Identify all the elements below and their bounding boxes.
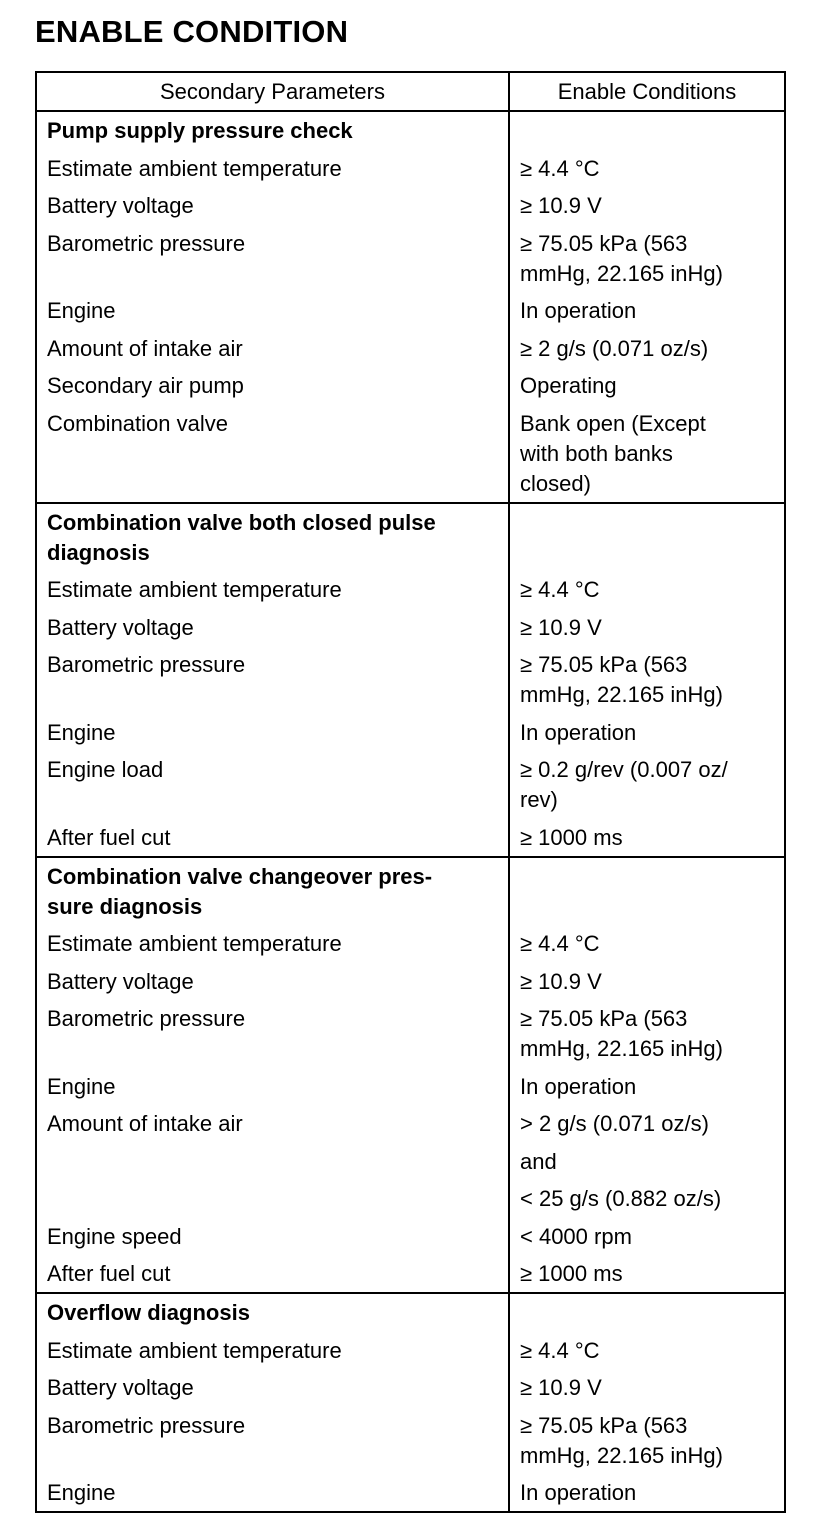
condition-cell bbox=[510, 967, 784, 997]
section-title-line: Combination valve changeover pres- bbox=[47, 863, 433, 889]
condition-line: and bbox=[520, 1148, 557, 1174]
condition-line: with both banks bbox=[520, 440, 673, 466]
condition-line: ≥ 1000 ms bbox=[520, 1261, 623, 1286]
condition-cell bbox=[510, 1222, 784, 1252]
parameter-cell: Estimate ambient temperature bbox=[47, 931, 342, 956]
section-title-row bbox=[37, 862, 784, 922]
section-title-cell bbox=[37, 116, 510, 146]
table-row bbox=[37, 1109, 784, 1139]
condition-line: ≥ 1000 ms bbox=[520, 824, 623, 850]
condition-cell bbox=[510, 755, 784, 815]
table-row bbox=[37, 1336, 784, 1366]
section-title-cell bbox=[37, 1298, 510, 1328]
table-row bbox=[37, 929, 784, 959]
condition-line: ≥ 4.4 °C bbox=[520, 577, 600, 602]
condition-line: Bank open (Except bbox=[520, 410, 706, 436]
condition-cell bbox=[510, 613, 784, 643]
table-header-row bbox=[37, 73, 784, 112]
parameter-cell: Engine bbox=[47, 298, 116, 323]
parameter-cell: Estimate ambient temperature bbox=[47, 155, 342, 181]
condition-cell bbox=[510, 823, 784, 853]
section-title-cell bbox=[37, 508, 510, 568]
condition-line: mmHg, 22.165 inHg) bbox=[520, 260, 723, 286]
parameter-cell: Amount of intake air bbox=[47, 1111, 243, 1136]
condition-line: ≥ 75.05 kPa (563 bbox=[520, 1412, 688, 1438]
condition-line: mmHg, 22.165 inHg) bbox=[520, 682, 723, 707]
header-enable-conditions: Enable Conditions bbox=[557, 78, 737, 104]
section-title-row bbox=[37, 508, 784, 568]
table-row bbox=[37, 154, 784, 184]
section-title: Combination valve both closed pulse diagnosis bbox=[47, 509, 436, 565]
table-row bbox=[37, 1004, 784, 1064]
table-row bbox=[37, 967, 784, 997]
condition-line: ≥ 10.9 V bbox=[520, 193, 602, 218]
table-section bbox=[37, 112, 784, 504]
condition-cell bbox=[510, 1411, 784, 1471]
section-title-line: sure diagnosis bbox=[47, 893, 203, 919]
table-row bbox=[37, 1373, 784, 1403]
table-row bbox=[37, 371, 784, 401]
table-row bbox=[37, 1222, 784, 1252]
section-title-empty-cell bbox=[510, 862, 784, 922]
condition-line: > 2 g/s (0.071 oz/s) bbox=[520, 1111, 709, 1136]
parameter-cell: Barometric pressure bbox=[47, 1006, 246, 1031]
condition-line: ≥ 10.9 V bbox=[520, 1375, 602, 1400]
section-title-empty-cell bbox=[510, 116, 784, 146]
condition-cell bbox=[510, 1004, 784, 1064]
condition-cell bbox=[510, 1336, 784, 1366]
column-divider bbox=[508, 112, 510, 1511]
condition-cell bbox=[510, 929, 784, 959]
header-secondary-parameters: Secondary Parameters bbox=[37, 73, 510, 110]
parameter-cell: Estimate ambient temperature bbox=[47, 577, 342, 602]
section-title-row bbox=[37, 116, 784, 146]
section-title: Overflow diagnosis bbox=[47, 1300, 250, 1325]
section-title-empty-cell bbox=[510, 1298, 784, 1328]
condition-cell bbox=[510, 1478, 784, 1508]
table-row bbox=[37, 1147, 784, 1177]
parameter-cell: Battery voltage bbox=[47, 614, 194, 640]
parameter-cell: Barometric pressure bbox=[47, 230, 246, 256]
condition-line: rev) bbox=[520, 787, 558, 812]
condition-line: mmHg, 22.165 inHg) bbox=[520, 1036, 723, 1061]
condition-line: In operation bbox=[520, 1480, 637, 1505]
parameter-cell: Battery voltage bbox=[47, 193, 194, 218]
parameter-cell: After fuel cut bbox=[47, 1261, 171, 1286]
table-row bbox=[37, 613, 784, 643]
condition-cell bbox=[510, 1373, 784, 1403]
page-title: ENABLE CONDITION bbox=[35, 14, 349, 49]
condition-line: ≥ 0.2 g/rev (0.007 oz/ bbox=[520, 757, 728, 782]
condition-cell bbox=[510, 1072, 784, 1102]
condition-line: ≥ 75.05 kPa (563 bbox=[520, 230, 688, 256]
section-title-cell bbox=[37, 862, 510, 922]
condition-cell bbox=[510, 1184, 784, 1214]
table-row bbox=[37, 718, 784, 748]
table-row bbox=[37, 1184, 784, 1214]
parameter-cell: Engine bbox=[47, 1480, 116, 1505]
parameter-cell: Engine bbox=[47, 719, 116, 745]
condition-line: ≥ 4.4 °C bbox=[520, 1337, 600, 1363]
condition-line: ≥ 4.4 °C bbox=[520, 931, 600, 956]
table-row bbox=[37, 409, 784, 499]
condition-line: ≥ 75.05 kPa (563 bbox=[520, 652, 688, 677]
condition-cell bbox=[510, 1147, 784, 1177]
condition-line: ≥ 10.9 V bbox=[520, 968, 602, 994]
condition-cell bbox=[510, 575, 784, 605]
condition-line: < 4000 rpm bbox=[520, 1223, 632, 1249]
condition-line: ≥ 4.4 °C bbox=[520, 155, 600, 181]
parameter-cell: Amount of intake air bbox=[47, 335, 243, 361]
condition-cell bbox=[510, 1109, 784, 1139]
condition-cell bbox=[510, 650, 784, 710]
condition-line: ≥ 2 g/s (0.071 oz/s) bbox=[520, 335, 709, 361]
condition-line: In operation bbox=[520, 298, 637, 323]
table-row bbox=[37, 1259, 784, 1289]
condition-cell bbox=[510, 1259, 784, 1289]
condition-line: Operating bbox=[520, 373, 617, 398]
condition-line: closed) bbox=[520, 470, 591, 496]
condition-cell bbox=[510, 409, 784, 499]
condition-cell bbox=[510, 191, 784, 221]
table-row bbox=[37, 575, 784, 605]
condition-cell bbox=[510, 371, 784, 401]
parameter-cell: Combination valve bbox=[47, 410, 228, 436]
table-row bbox=[37, 296, 784, 326]
table-section bbox=[37, 504, 784, 858]
condition-cell bbox=[510, 296, 784, 326]
table-row bbox=[37, 823, 784, 853]
table-section bbox=[37, 858, 784, 1295]
table-row bbox=[37, 191, 784, 221]
parameter-cell: Secondary air pump bbox=[47, 373, 244, 398]
parameter-cell: Engine speed bbox=[47, 1223, 182, 1249]
table-body bbox=[37, 112, 784, 1511]
condition-cell bbox=[510, 154, 784, 184]
section-title: Pump supply pressure check bbox=[47, 118, 353, 143]
enable-condition-table bbox=[35, 71, 786, 1513]
parameter-cell bbox=[37, 1184, 510, 1214]
parameter-cell: Barometric pressure bbox=[47, 1412, 246, 1438]
parameter-cell: Battery voltage bbox=[47, 968, 194, 994]
parameter-cell: Engine bbox=[47, 1073, 116, 1099]
parameter-cell: Barometric pressure bbox=[47, 652, 246, 677]
table-row bbox=[37, 334, 784, 364]
table-row bbox=[37, 650, 784, 710]
table-row bbox=[37, 1072, 784, 1102]
parameter-cell: Battery voltage bbox=[47, 1375, 194, 1400]
condition-line: ≥ 10.9 V bbox=[520, 614, 602, 640]
condition-line: < 25 g/s (0.882 oz/s) bbox=[520, 1186, 722, 1211]
table-row bbox=[37, 1478, 784, 1508]
condition-cell bbox=[510, 334, 784, 364]
condition-line: In operation bbox=[520, 1073, 637, 1099]
table-row bbox=[37, 229, 784, 289]
parameter-cell: Engine load bbox=[47, 757, 164, 782]
table-row bbox=[37, 1411, 784, 1471]
section-title-row bbox=[37, 1298, 784, 1328]
condition-line: ≥ 75.05 kPa (563 bbox=[520, 1006, 688, 1031]
parameter-cell: After fuel cut bbox=[47, 824, 171, 850]
condition-cell bbox=[510, 718, 784, 748]
parameter-cell: Estimate ambient temperature bbox=[47, 1337, 342, 1363]
condition-line: In operation bbox=[520, 719, 637, 745]
table-row bbox=[37, 755, 784, 815]
parameter-cell bbox=[37, 1147, 510, 1177]
table-section bbox=[37, 1294, 784, 1511]
condition-cell bbox=[510, 229, 784, 289]
section-title-empty-cell bbox=[510, 508, 784, 568]
condition-line: mmHg, 22.165 inHg) bbox=[520, 1442, 723, 1468]
